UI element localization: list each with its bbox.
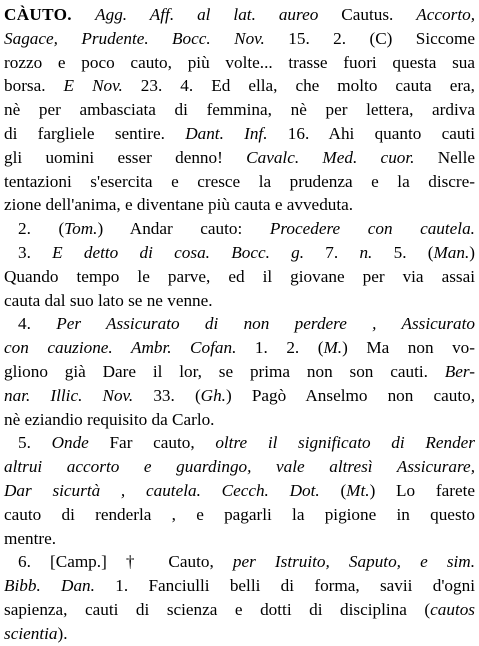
entry-line	[4, 408, 475, 432]
entry-line	[4, 27, 475, 51]
entry-line	[4, 622, 475, 646]
entry-text: 16. Ahi quanto cauti	[287, 123, 476, 143]
entry-line	[4, 336, 475, 360]
entry-text: Cautus.	[341, 5, 417, 24]
entry-text: 15. 2. (C) Siccome	[288, 28, 475, 48]
entry-text: Quando tempo le parve, ed il giovane per via assai	[4, 266, 475, 286]
entry-text: 1. 2. (	[254, 338, 324, 358]
italic-text: Dar sicurtà , cautela. Cecch. Dot.	[4, 480, 341, 500]
entry-line	[4, 312, 475, 336]
entry-text: di fargliele sentire.	[4, 123, 186, 143]
entry-text: gliono già Dare il lor, se prima non son cauti.	[4, 361, 445, 381]
entry-text: 33. (	[153, 385, 201, 405]
italic-text: Bibb. Dan.	[4, 576, 116, 596]
entry-line	[4, 74, 475, 98]
entry-text: ) Lo farete	[369, 480, 475, 500]
entry-text: sapienza, cauti di scienza e dotti di disciplina (	[4, 599, 431, 619]
entry-line	[4, 217, 475, 241]
entry-line	[4, 122, 475, 146]
entry-text: nè eziandio requisito da Carlo.	[4, 409, 215, 429]
italic-text: Accorto,	[416, 5, 475, 24]
italic-text: Tom.	[64, 219, 98, 239]
entry-text: 5.	[18, 433, 52, 453]
italic-text: n.	[359, 242, 394, 262]
entry-line	[4, 431, 475, 455]
entry-text: 6. [Camp.] † Cauto,	[18, 552, 233, 572]
dictionary-entry-cauto	[4, 3, 475, 646]
entry-line	[4, 598, 475, 622]
italic-text: E Nov.	[63, 76, 141, 96]
entry-text: zione dell'anima, e diventane più cauta e avveduta.	[4, 195, 354, 215]
entry-line	[4, 170, 475, 194]
italic-text: nar. Illic. Nov.	[4, 385, 154, 405]
italic-text: E detto di cosa. Bocc. g.	[52, 242, 326, 262]
headword: CÀUTO.	[4, 5, 96, 24]
italic-text: Man.	[433, 242, 470, 262]
italic-text: Procedere con cautela.	[269, 219, 475, 239]
entry-text: 23. 4. Ed ella, che molto cauta era,	[140, 76, 475, 96]
italic-text: Mt.	[346, 480, 370, 500]
entry-text: ).	[57, 623, 68, 643]
italic-text: Gh.	[200, 385, 226, 405]
entry-line	[4, 550, 475, 574]
italic-text: Ber-	[444, 361, 475, 381]
italic-text: Per Assicurato di non perdere , Assicurato	[56, 314, 476, 334]
italic-text: con cauzione. Ambr. Cofan.	[4, 338, 255, 358]
entry-line	[4, 527, 475, 551]
entry-line	[4, 98, 475, 122]
entry-line	[4, 289, 475, 313]
entry-line	[4, 360, 475, 384]
entry-line	[4, 146, 475, 170]
entry-text: 4.	[18, 314, 57, 334]
entry-text: 3.	[18, 242, 53, 262]
entry-text: tentazioni s'esercita e cresce la prudenza e la discre-	[4, 171, 475, 191]
entry-line	[4, 574, 475, 598]
entry-text: nè per ambasciata di femmina, nè per lettera, ardiva	[4, 100, 475, 120]
italic-text: per Istruito, Saputo, e sim.	[232, 552, 475, 572]
entry-line	[4, 479, 475, 503]
italic-text: oltre il significato di Render	[215, 433, 475, 453]
entry-line	[4, 193, 475, 217]
italic-text: cautos	[430, 599, 475, 619]
entry-text: cauta dal suo lato se ne venne.	[4, 290, 213, 310]
entry-line	[4, 384, 475, 408]
entry-text: 7.	[325, 242, 360, 262]
entry-text: ) Pagò Anselmo non cauto,	[225, 385, 475, 405]
italic-text: Agg. Aff. al lat. aureo	[95, 5, 342, 24]
entry-text: borsa.	[4, 76, 64, 96]
entry-text: rozzo e poco cauto, più volte... trasse fuori questa sua	[4, 52, 475, 72]
entry-text: mentre.	[4, 528, 57, 548]
entry-line	[4, 455, 475, 479]
entry-text: Nelle	[437, 147, 475, 167]
italic-text: scientia	[4, 623, 58, 643]
entry-line	[4, 51, 475, 75]
entry-line	[4, 503, 475, 527]
entry-text: 5. (	[393, 242, 434, 262]
entry-text: ) Ma non vo-	[342, 338, 475, 358]
entry-text: 2. (	[18, 219, 65, 239]
entry-text: )	[469, 242, 476, 262]
entry-text: ) Andar cauto:	[97, 219, 270, 239]
italic-text: M.	[323, 338, 343, 358]
entry-text: cauto di renderla , e pagarli la pigione in questo	[4, 504, 475, 524]
italic-text: Cavalc. Med. cuor.	[246, 147, 438, 167]
entry-line	[4, 3, 475, 27]
italic-text: Sagace, Prudente. Bocc. Nov.	[4, 28, 289, 48]
italic-text: altrui accorto e guardingo, vale altresì Assicurare,	[4, 457, 475, 477]
italic-text: Onde	[51, 433, 110, 453]
entry-text: 1. Fanciulli belli di forma, savii d'ogni	[115, 576, 475, 596]
entry-text: Far cauto,	[109, 433, 216, 453]
entry-line	[4, 265, 475, 289]
italic-text: Dant. Inf.	[185, 123, 288, 143]
entry-text: gli uomini esser denno!	[4, 147, 247, 167]
entry-text: (	[340, 480, 347, 500]
entry-line	[4, 241, 475, 265]
